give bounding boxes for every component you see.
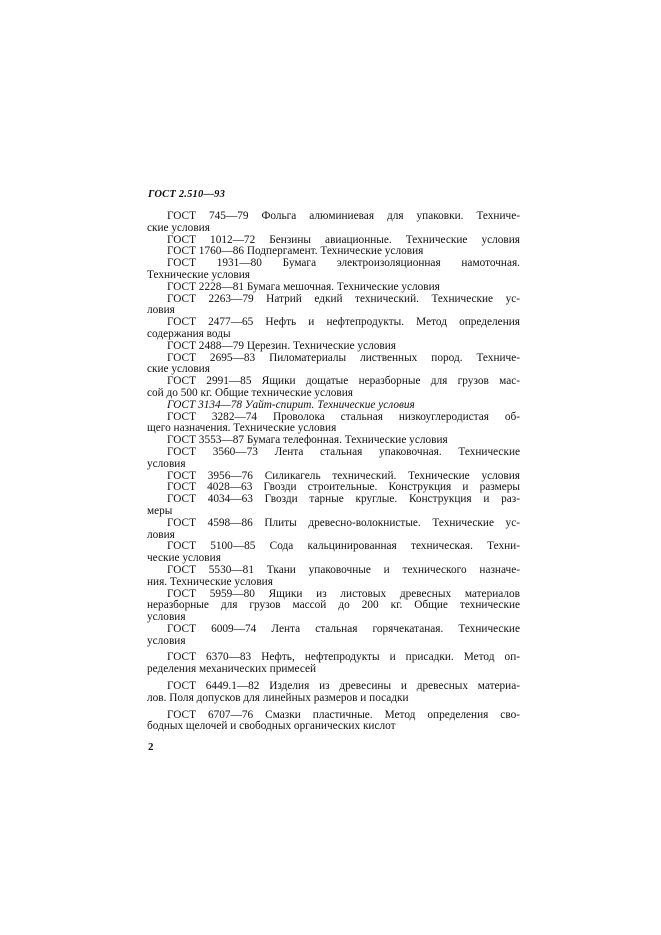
reference-entry — [147, 282, 520, 294]
entry-line: ГОСТ 6370—83 Нефть, нефтепродукты и присадки. Метод оп- — [167, 651, 520, 664]
page-header: ГОСТ 2.510—93 — [148, 189, 226, 200]
entry-line: условия — [147, 634, 186, 647]
reference-entry — [147, 400, 520, 412]
entry-line: ГОСТ 1931—80 Бумага электроизоляционная намоточная. — [167, 257, 520, 270]
entry-line: ния. Технические условия — [147, 575, 273, 588]
entry-line: ГОСТ 2263—79 Натрий едкий технический. Технические ус- — [167, 292, 520, 305]
entry-line: ГОСТ 2991—85 Ящики дощатые неразборные для грузов мас- — [167, 375, 520, 388]
entry-line: ловия — [147, 304, 175, 317]
entry-line: ские условия — [147, 221, 210, 234]
entry-line: ГОСТ 3282—74 Проволока стальная низкоуглеродистая об- — [167, 410, 520, 423]
entry-line: содержания воды — [147, 327, 231, 340]
entry-line: сой до 500 кг. Общие технические условия — [147, 386, 353, 399]
entry-line: ГОСТ 2695—83 Пиломатериалы лиственных пород. Техниче- — [167, 351, 520, 364]
entry-line: ские условия — [147, 363, 210, 376]
entry-line: ГОСТ 5100—85 Сода кальцинированная техническая. Техни- — [167, 540, 520, 553]
reference-entry — [147, 258, 520, 282]
reference-entry — [147, 412, 520, 436]
entry-line: ГОСТ 745—79 Фольга алюминиевая для упаковки. Техниче- — [167, 210, 520, 222]
entry-line: условия — [147, 457, 186, 470]
entry-line: ГОСТ 2488—79 Церезин. Технические условия — [167, 339, 396, 352]
reference-entry — [147, 681, 520, 705]
entry-line: ГОСТ 2228—81 Бумага мешочная. Технические условия — [167, 280, 440, 293]
entry-line: Технические условия — [147, 268, 250, 281]
entry-line: ределения механических примесей — [147, 663, 317, 676]
reference-entry — [147, 317, 520, 341]
entry-line: ГОСТ 3553—87 Бумага телефонная. Технические условия — [167, 434, 448, 447]
entry-line: ческие условия — [147, 552, 221, 565]
entry-line: ГОСТ 4028—63 Гвозди строительные. Конструкция и размеры — [167, 481, 520, 494]
entry-line: ГОСТ 3134—78 Уайт-спирит. Технические условия — [167, 398, 415, 411]
reference-entry — [147, 710, 520, 734]
entry-line: меры — [147, 504, 173, 517]
entry-line: ГОСТ 3560—73 Лента стальная упаковочная. Технические — [167, 445, 520, 458]
reference-entry — [147, 341, 520, 353]
reference-list — [147, 211, 520, 733]
entry-line: ГОСТ 5959—80 Ящики из листовых древесных материалов — [167, 587, 520, 600]
entry-line: ГОСТ 6707—76 Смазки пластичные. Метод определения сво- — [167, 708, 520, 721]
page-number: 2 — [148, 741, 154, 753]
reference-entry — [147, 376, 520, 400]
entry-line: ГОСТ 4034—63 Гвозди тарные круглые. Конструкция и раз- — [167, 493, 520, 506]
entry-line: лов. Поля допусков для линейных размеров и посадки — [147, 691, 409, 704]
reference-entry — [147, 518, 520, 542]
entry-line: условия — [147, 611, 186, 624]
entry-line: ГОСТ 3956—76 Силикагель технический. Технические условия — [167, 469, 520, 482]
reference-entry — [147, 565, 520, 589]
entry-line: ГОСТ 2477—65 Нефть и нефтепродукты. Метод определения — [167, 316, 520, 329]
entry-line: ГОСТ 1760—86 Подпергамент. Технические условия — [167, 245, 424, 258]
reference-entry — [147, 589, 520, 624]
reference-entry — [147, 624, 520, 648]
reference-entry — [147, 353, 520, 377]
entry-line: бодных щелочей и свободных органических кислот — [147, 720, 396, 733]
reference-entry — [147, 652, 520, 676]
reference-entry — [147, 494, 520, 518]
entry-line: ГОСТ 5530—81 Ткани упаковочные и технического назначе- — [167, 563, 520, 576]
reference-entry — [147, 294, 520, 318]
entry-line: ГОСТ 6009—74 Лента стальная горячекатаная. Технические — [167, 622, 520, 635]
reference-entry — [147, 541, 520, 565]
entry-line: ловия — [147, 528, 175, 541]
entry-line: щего назначения. Технические условия — [147, 422, 337, 435]
entry-line: ГОСТ 6449.1—82 Изделия из древесины и древесных материа- — [167, 680, 520, 693]
reference-entry — [147, 211, 520, 235]
entry-line: ГОСТ 1012—72 Бензины авиационные. Технические условия — [167, 233, 520, 246]
reference-entry — [147, 447, 520, 471]
entry-line: ГОСТ 4598—86 Плиты древесно-волокнистые. Технические ус- — [167, 516, 520, 529]
entry-line: неразборные для грузов массой до 200 кг. Общие технические — [147, 599, 520, 612]
